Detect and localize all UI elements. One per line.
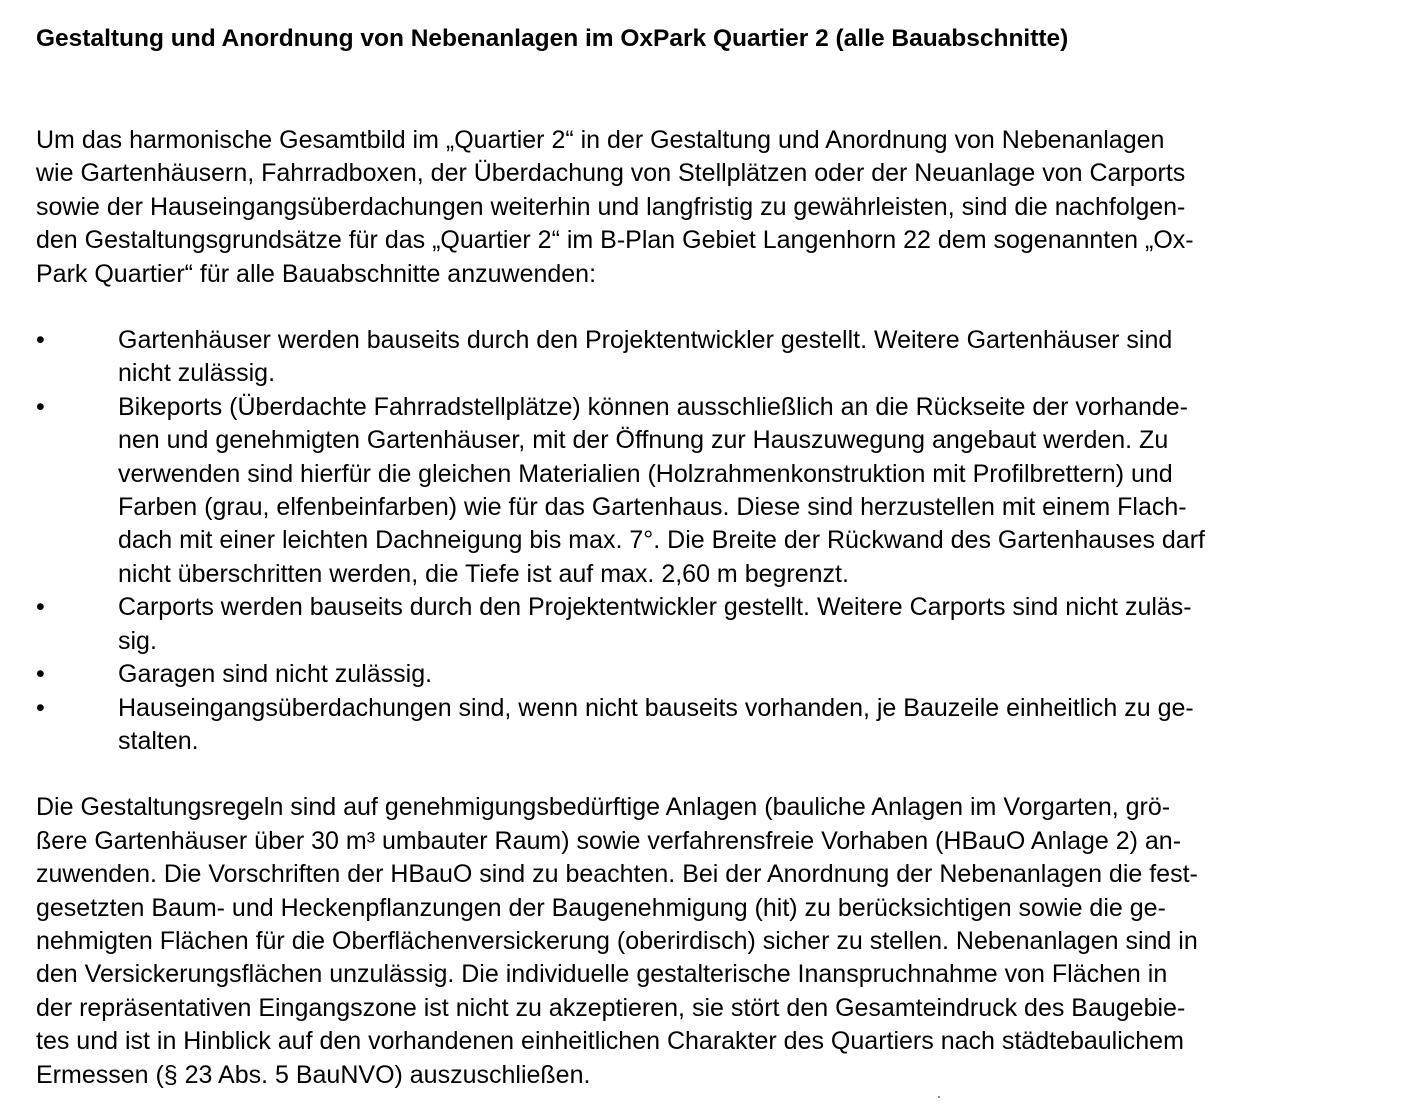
list-item-line: Bikeports (Überdachte Fahrradstellplätze) können ausschließlich an die Rückseite der vorhande- <box>118 392 1188 421</box>
closing-line: tes und ist in Hinblick auf den vorhandenen einheitlichen Charakter des Quartiers nach städtebaulichem <box>36 1027 1184 1056</box>
bullet-icon: • <box>36 326 45 355</box>
closing-line: Ermessen (§ 23 Abs. 5 BauNVO) auszuschließen. <box>36 1060 591 1089</box>
document-page <box>36 22 1376 1092</box>
closing-paragraph <box>36 791 1376 1092</box>
closing-line: nehmigten Flächen für die Oberflächenversickerung (oberirdisch) sicher zu stellen. Nebenanlagen sind in <box>36 926 1198 955</box>
list-item-entrance-canopies <box>36 692 1376 759</box>
list-item-line: stalten. <box>118 726 199 755</box>
bullet-icon: • <box>36 593 45 622</box>
list-item-line: Gartenhäuser werden bauseits durch den Projektentwickler gestellt. Weitere Gartenhäuser sind <box>118 326 1173 355</box>
closing-line: Die Gestaltungsregeln sind auf genehmigungsbedürftige Anlagen (bauliche Anlagen im Vorgarten, grö- <box>36 793 1171 822</box>
list-item-carports <box>36 591 1376 658</box>
closing-line: der repräsentativen Eingangszone ist nicht zu akzeptieren, sie stört den Gesamteindruck des Baugebie- <box>36 993 1186 1022</box>
intro-paragraph <box>36 124 1376 291</box>
list-item-line: Carports werden bauseits durch den Projektentwickler gestellt. Weitere Carports sind nicht zuläs- <box>118 593 1192 622</box>
scan-speck <box>938 1096 940 1098</box>
list-item-garages <box>36 658 1376 691</box>
list-item-garden-houses <box>36 324 1376 391</box>
intro-line: den Gestaltungsgrundsätze für das „Quartier 2“ im B-Plan Gebiet Langenhorn 22 dem sogenannten „Ox- <box>36 226 1194 255</box>
intro-line: wie Gartenhäusern, Fahrradboxen, der Überdachung von Stellplätzen oder der Neuanlage von Carports <box>36 159 1186 188</box>
intro-line: sowie der Hauseingangsüberdachungen weiterhin und langfristig zu gewährleisten, sind die nachfolgen- <box>36 192 1186 221</box>
list-item-line: Hauseingangsüberdachungen sind, wenn nicht bauseits vorhanden, je Bauzeile einheitlich zu ge- <box>118 693 1194 722</box>
list-item-line: nen und genehmigten Gartenhäuser, mit der Öffnung zur Hauszuwegung angebaut werden. Zu <box>118 426 1169 455</box>
list-item-line: sig. <box>118 626 157 655</box>
document-title: Gestaltung und Anordnung von Nebenanlagen im OxPark Quartier 2 (alle Bauabschnitte) <box>36 25 1069 52</box>
list-item-line: Farben (grau, elfenbeinfarben) wie für das Gartenhaus. Diese sind herzustellen mit einem Flach- <box>118 493 1187 522</box>
rules-list <box>36 324 1376 758</box>
list-item-bikeports <box>36 391 1376 591</box>
closing-line: gesetzten Baum- und Heckenpflanzungen der Baugenehmigung (hit) zu berücksichtigen sowie die ge- <box>36 893 1166 922</box>
list-item-line: nicht überschritten werden, die Tiefe ist auf max. 2,60 m begrenzt. <box>118 559 849 588</box>
bullet-icon: • <box>36 392 45 421</box>
list-item-line: dach mit einer leichten Dachneigung bis max. 7°. Die Breite der Rückwand des Gartenhauses darf <box>118 526 1205 555</box>
intro-line: Park Quartier“ für alle Bauabschnitte anzuwenden: <box>36 259 597 288</box>
intro-line: Um das harmonische Gesamtbild im „Quartier 2“ in der Gestaltung und Anordnung von Nebenanlagen <box>36 126 1165 154</box>
bullet-icon: • <box>36 660 45 689</box>
list-item-line: Garagen sind nicht zulässig. <box>118 660 433 689</box>
bullet-icon: • <box>36 693 45 722</box>
closing-line: den Versickerungsflächen unzulässig. Die individuelle gestalterische Inanspruchnahme von Flächen in <box>36 960 1168 989</box>
closing-line: zuwenden. Die Vorschriften der HBauO sind zu beachten. Bei der Anordnung der Nebenanlagen die fest- <box>36 860 1198 889</box>
closing-line: ßere Gartenhäuser über 30 m³ umbauter Raum) sowie verfahrensfreie Vorhaben (HBauO Anlage 2) an- <box>36 826 1182 855</box>
list-item-line: verwenden sind hierfür die gleichen Materialien (Holzrahmenkonstruktion mit Profilbrettern) und <box>118 459 1173 488</box>
list-item-line: nicht zulässig. <box>118 359 276 388</box>
